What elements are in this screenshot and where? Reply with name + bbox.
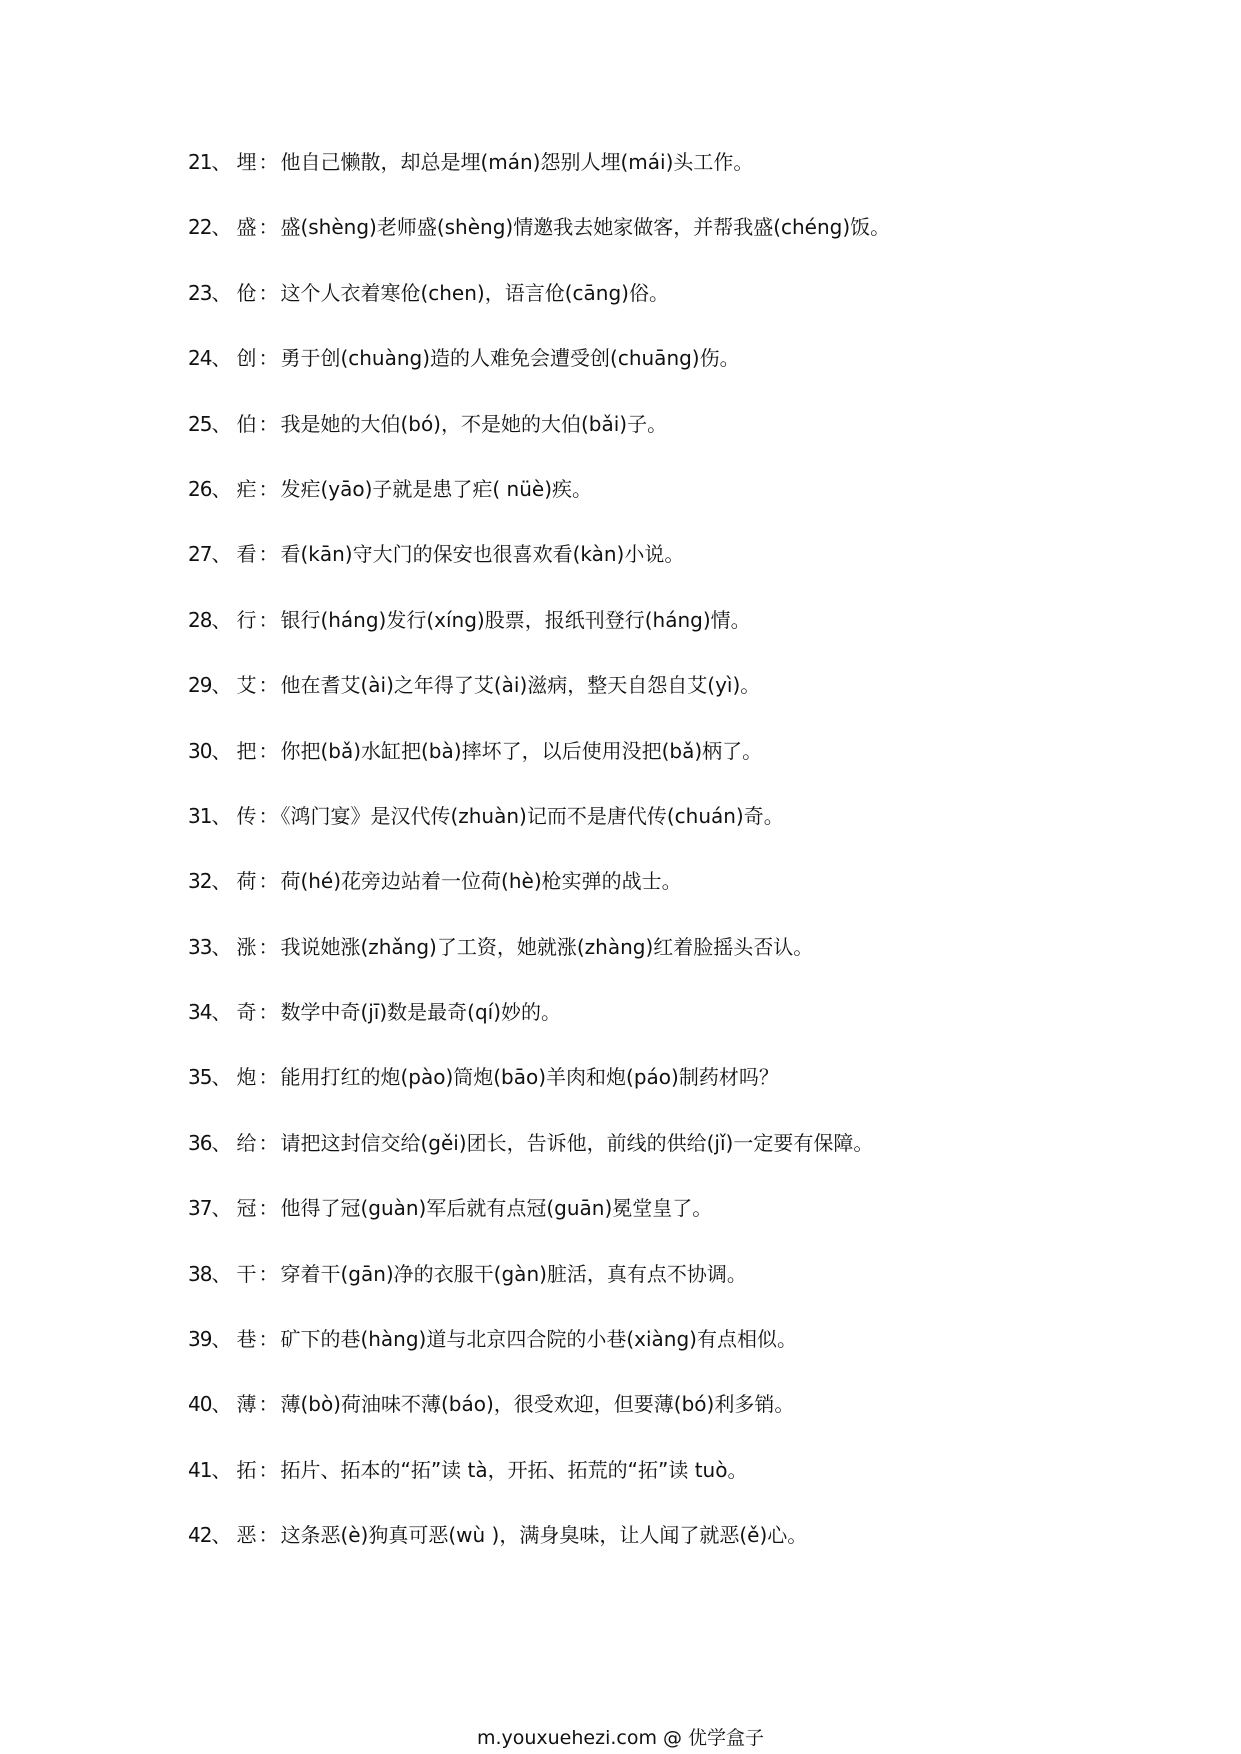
entry-colon: ： <box>258 346 279 371</box>
entry-colon: ： <box>258 1392 279 1417</box>
list-item <box>188 343 1188 408</box>
entry-number: 27、 <box>188 542 231 567</box>
list-item <box>188 605 1188 670</box>
entry-character: 薄 <box>236 1392 257 1417</box>
entry-colon: ： <box>258 1457 279 1482</box>
list-item <box>188 474 1188 539</box>
entry-number: 37、 <box>188 1196 231 1221</box>
entry-number: 30、 <box>188 738 231 763</box>
entry-colon: ： <box>258 215 279 240</box>
entry-character: 传 <box>236 803 257 828</box>
entry-colon: ： <box>258 1130 279 1155</box>
entry-sentence: 数学中奇(jī)数是最奇(qí)妙的。 <box>280 1000 562 1025</box>
entry-character: 炮 <box>236 1065 257 1090</box>
list-item <box>188 1324 1188 1389</box>
entry-sentence: 盛(shèng)老师盛(shèng)情邀我去她家做客，并帮我盛(chéng)饭。 <box>280 215 891 240</box>
entry-sentence: 穿着干(gān)净的衣服干(gàn)脏活，真有点不协调。 <box>280 1261 747 1286</box>
list-item <box>188 147 1188 212</box>
entry-character: 疟 <box>236 476 257 501</box>
entry-character: 巷 <box>236 1327 257 1352</box>
entry-colon: ： <box>258 280 279 305</box>
entry-number: 26、 <box>188 476 231 501</box>
entry-colon: ： <box>258 1261 279 1286</box>
entry-character: 盛 <box>236 215 257 240</box>
entry-sentence: 我说她涨(zhǎng)了工资，她就涨(zhàng)红着脸摇头否认。 <box>280 934 814 959</box>
list-item <box>188 212 1188 277</box>
entry-sentence: 《鸿门宴》是汉代传(zhuàn)记而不是唐代传(chuán)奇。 <box>280 803 784 828</box>
list-item <box>188 1259 1188 1324</box>
entry-colon: ： <box>258 869 279 894</box>
entry-colon: ： <box>258 411 279 436</box>
entry-sentence: 他在耆艾(ài)之年得了艾(ài)滋病，整天自怨自艾(yì)。 <box>280 673 761 698</box>
list-item <box>188 1520 1188 1585</box>
entry-character: 看 <box>236 542 257 567</box>
entry-colon: ： <box>258 934 279 959</box>
entry-character: 涨 <box>236 934 257 959</box>
entry-number: 29、 <box>188 673 231 698</box>
entry-character: 伯 <box>236 411 257 436</box>
entry-sentence: 他得了冠(guàn)军后就有点冠(guān)冕堂皇了。 <box>280 1196 713 1221</box>
entry-number: 25、 <box>188 411 231 436</box>
list-item <box>188 409 1188 474</box>
entry-sentence: 勇于创(chuàng)造的人难免会遭受创(chuāng)伤。 <box>280 346 740 371</box>
list-item <box>188 1455 1188 1520</box>
entry-sentence: 能用打红的炮(pào)筒炮(bāo)羊肉和炮(páo)制药材吗？ <box>280 1065 779 1090</box>
list-item <box>188 1128 1188 1193</box>
entry-character: 恶 <box>236 1523 257 1548</box>
entry-character: 创 <box>236 346 257 371</box>
entry-sentence: 拓片、拓本的“拓”读 tà，开拓、拓荒的“拓”读 tuò。 <box>280 1457 748 1482</box>
entry-character: 冠 <box>236 1196 257 1221</box>
entry-sentence: 矿下的巷(hàng)道与北京四合院的小巷(xiàng)有点相似。 <box>280 1327 797 1352</box>
entry-character: 伧 <box>236 280 257 305</box>
entry-character: 奇 <box>236 1000 257 1025</box>
list-item <box>188 1193 1188 1258</box>
polyphone-list <box>188 147 1188 1586</box>
entry-colon: ： <box>258 1065 279 1090</box>
entry-colon: ： <box>258 150 279 174</box>
entry-sentence: 这条恶(è)狗真可恶(wù )，满身臭味，让人闻了就恶(ě)心。 <box>280 1523 808 1548</box>
entry-colon: ： <box>258 1000 279 1025</box>
entry-sentence: 荷(hé)花旁边站着一位荷(hè)枪实弹的战士。 <box>280 869 682 894</box>
entry-sentence: 看(kān)守大门的保安也很喜欢看(kàn)小说。 <box>280 542 685 567</box>
list-item <box>188 736 1188 801</box>
entry-sentence: 请把这封信交给(gěi)团长，告诉他，前线的供给(jǐ)一定要有保障。 <box>280 1130 874 1155</box>
list-item <box>188 539 1188 604</box>
footer-watermark: m.youxuehezi.com @ 优学盒子 <box>476 1727 765 1749</box>
entry-number: 42、 <box>188 1523 231 1548</box>
entry-colon: ： <box>258 1523 279 1548</box>
entry-number: 21、 <box>188 150 231 174</box>
list-item <box>188 932 1188 997</box>
entry-colon: ： <box>258 1196 279 1221</box>
entry-character: 把 <box>236 738 257 763</box>
entry-colon: ： <box>258 542 279 567</box>
list-item <box>188 670 1188 735</box>
entry-number: 31、 <box>188 803 231 828</box>
list-item <box>188 1062 1188 1127</box>
entry-colon: ： <box>258 738 279 763</box>
entry-number: 41、 <box>188 1457 231 1482</box>
entry-number: 32、 <box>188 869 231 894</box>
entry-character: 荷 <box>236 869 257 894</box>
entry-character: 行 <box>236 607 257 632</box>
entry-colon: ： <box>258 673 279 698</box>
entry-number: 38、 <box>188 1261 231 1286</box>
entry-number: 22、 <box>188 215 231 240</box>
entry-sentence: 发疟(yāo)子就是患了疟( nüè)疾。 <box>280 476 593 501</box>
entry-number: 34、 <box>188 1000 231 1025</box>
entry-colon: ： <box>258 607 279 632</box>
entry-number: 39、 <box>188 1327 231 1352</box>
entry-sentence: 他自己懒散，却总是埋(mán)怨别人埋(mái)头工作。 <box>280 150 754 174</box>
entry-character: 拓 <box>236 1457 257 1482</box>
entry-number: 33、 <box>188 934 231 959</box>
entry-character: 给 <box>236 1130 257 1155</box>
entry-number: 35、 <box>188 1065 231 1090</box>
list-item <box>188 866 1188 931</box>
list-item <box>188 997 1188 1062</box>
entry-number: 36、 <box>188 1130 231 1155</box>
entry-number: 24、 <box>188 346 231 371</box>
entry-sentence: 我是她的大伯(bó)，不是她的大伯(bǎi)子。 <box>280 411 668 436</box>
list-item <box>188 801 1188 866</box>
entry-sentence: 薄(bò)荷油味不薄(báo)，很受欢迎，但要薄(bó)利多销。 <box>280 1392 795 1417</box>
entry-character: 艾 <box>236 673 257 698</box>
entry-character: 埋 <box>236 150 257 174</box>
entry-number: 40、 <box>188 1392 231 1417</box>
list-item <box>188 1389 1188 1454</box>
entry-number: 23、 <box>188 280 231 305</box>
entry-colon: ： <box>258 803 279 828</box>
entry-colon: ： <box>258 1327 279 1352</box>
entry-character: 干 <box>236 1261 257 1286</box>
entry-number: 28、 <box>188 607 231 632</box>
entry-colon: ： <box>258 476 279 501</box>
entry-sentence: 这个人衣着寒伧(chen)，语言伧(cāng)俗。 <box>280 280 669 305</box>
list-item <box>188 278 1188 343</box>
entry-sentence: 你把(bǎ)水缸把(bà)摔坏了，以后使用没把(bǎ)柄了。 <box>280 738 763 763</box>
entry-sentence: 银行(háng)发行(xíng)股票，报纸刊登行(háng)情。 <box>280 607 751 632</box>
